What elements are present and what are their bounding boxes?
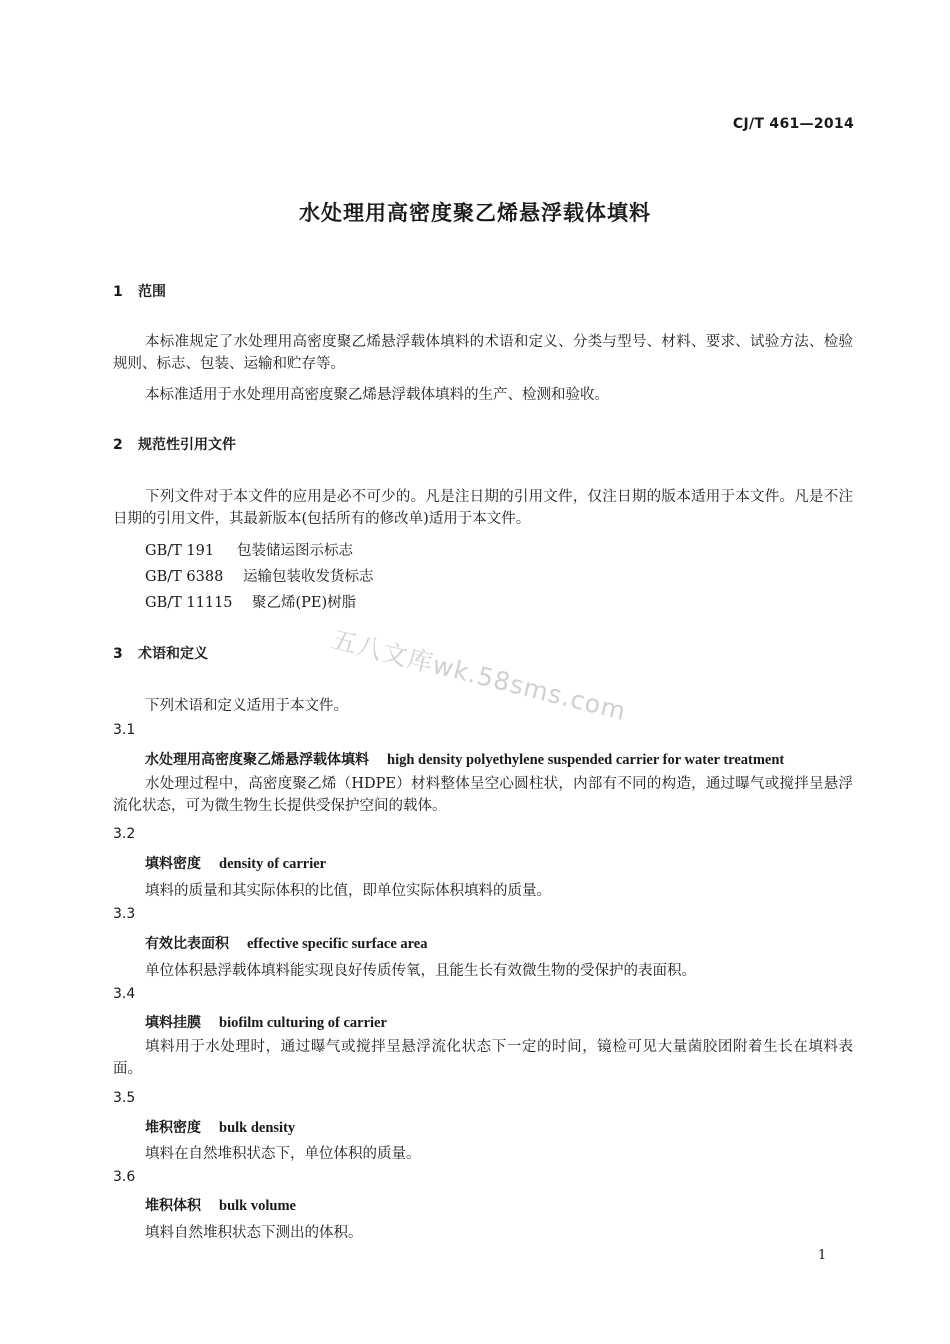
term-heading (145, 853, 326, 873)
reference-code: GB/T 191 (145, 543, 215, 559)
term-en: bulk density (219, 1120, 296, 1136)
section-2-heading (113, 434, 236, 454)
section-number: 1 (113, 284, 123, 300)
term-heading (145, 749, 784, 769)
term-en: density of carrier (219, 856, 327, 872)
reference-item (145, 565, 374, 586)
section-number: 2 (113, 437, 123, 453)
clause-number: 3.4 (113, 986, 136, 1002)
reference-item (145, 539, 353, 560)
standard-code: CJ/T 461—2014 (732, 116, 854, 132)
term-definition: 填料用于水处理时，通过曝气或搅拌呈悬浮流化状态下一定的时间，镜检可见大量菌胶团附着生长在填料表面。 (113, 1039, 853, 1077)
clause-number: 3.3 (113, 906, 136, 922)
clause-number: 3.6 (113, 1169, 136, 1185)
section-1-paragraph: 本标准规定了水处理用高密度聚乙烯悬浮载体填料的术语和定义、分类与型号、材料、要求、试验方法、检验规则、标志、包装、运输和贮存等。 (113, 334, 853, 372)
term-heading (145, 1012, 387, 1032)
term-definition: 单位体积悬浮载体填料能实现良好传质传氧，且能生长有效微生物的受保护的表面积。 (145, 963, 696, 979)
section-title: 术语和定义 (138, 646, 208, 662)
reference-item (145, 591, 356, 612)
reference-code: GB/T 11115 (145, 595, 233, 611)
section-3-intro: 下列术语和定义适用于本文件。 (145, 698, 348, 714)
section-number: 3 (113, 646, 123, 662)
section-1-heading (113, 281, 166, 301)
term-en: bulk volume (219, 1198, 296, 1214)
page-number: 1 (818, 1248, 827, 1263)
clause-number: 3.2 (113, 826, 136, 842)
clause-number: 3.1 (113, 722, 136, 738)
term-zh: 堆积体积 (145, 1198, 201, 1214)
term-en: high density polyethylene suspended carrier for water treatment (387, 752, 785, 768)
term-zh: 水处理用高密度聚乙烯悬浮载体填料 (145, 752, 369, 768)
clause-number: 3.5 (113, 1090, 136, 1106)
term-zh: 填料密度 (145, 856, 201, 872)
term-definition: 水处理过程中，高密度聚乙烯（HDPE）材料整体呈空心圆柱状，内部有不同的构造，通过曝气或搅拌呈悬浮流化状态，可为微生物生长提供受保护空间的载体。 (113, 776, 853, 814)
term-heading (145, 933, 428, 953)
document-title: 水处理用高密度聚乙烯悬浮载体填料 (299, 201, 651, 225)
reference-code: GB/T 6388 (145, 569, 224, 585)
term-heading (145, 1195, 296, 1215)
reference-name: 运输包装收发货标志 (243, 569, 374, 585)
term-definition: 填料的质量和其实际体积的比值，即单位实际体积填料的质量。 (145, 883, 551, 899)
section-title: 范围 (138, 284, 166, 300)
term-definition: 填料在自然堆积状态下，单位体积的质量。 (145, 1146, 421, 1162)
section-3-heading (113, 643, 208, 663)
term-zh: 堆积密度 (145, 1120, 201, 1136)
section-2-paragraph: 下列文件对于本文件的应用是必不可少的。凡是注日期的引用文件，仅注日期的版本适用于本文件。凡是不注日期的引用文件，其最新版本(包括所有的修改单)适用于本文件。 (113, 489, 853, 527)
term-en: effective specific surface area (247, 936, 428, 952)
reference-name: 包装储运图示标志 (237, 543, 353, 559)
section-title: 规范性引用文件 (138, 437, 236, 453)
section-1-paragraph-2: 本标准适用于水处理用高密度聚乙烯悬浮载体填料的生产、检测和验收。 (145, 387, 609, 403)
term-zh: 有效比表面积 (145, 936, 229, 952)
term-zh: 填料挂膜 (145, 1015, 201, 1031)
term-heading (145, 1117, 295, 1137)
term-definition: 填料自然堆积状态下测出的体积。 (145, 1225, 363, 1241)
watermark: 五八文库wk.58sms.com (328, 624, 630, 727)
reference-name: 聚乙烯(PE)树脂 (252, 595, 357, 611)
term-en: biofilm culturing of carrier (219, 1015, 387, 1031)
